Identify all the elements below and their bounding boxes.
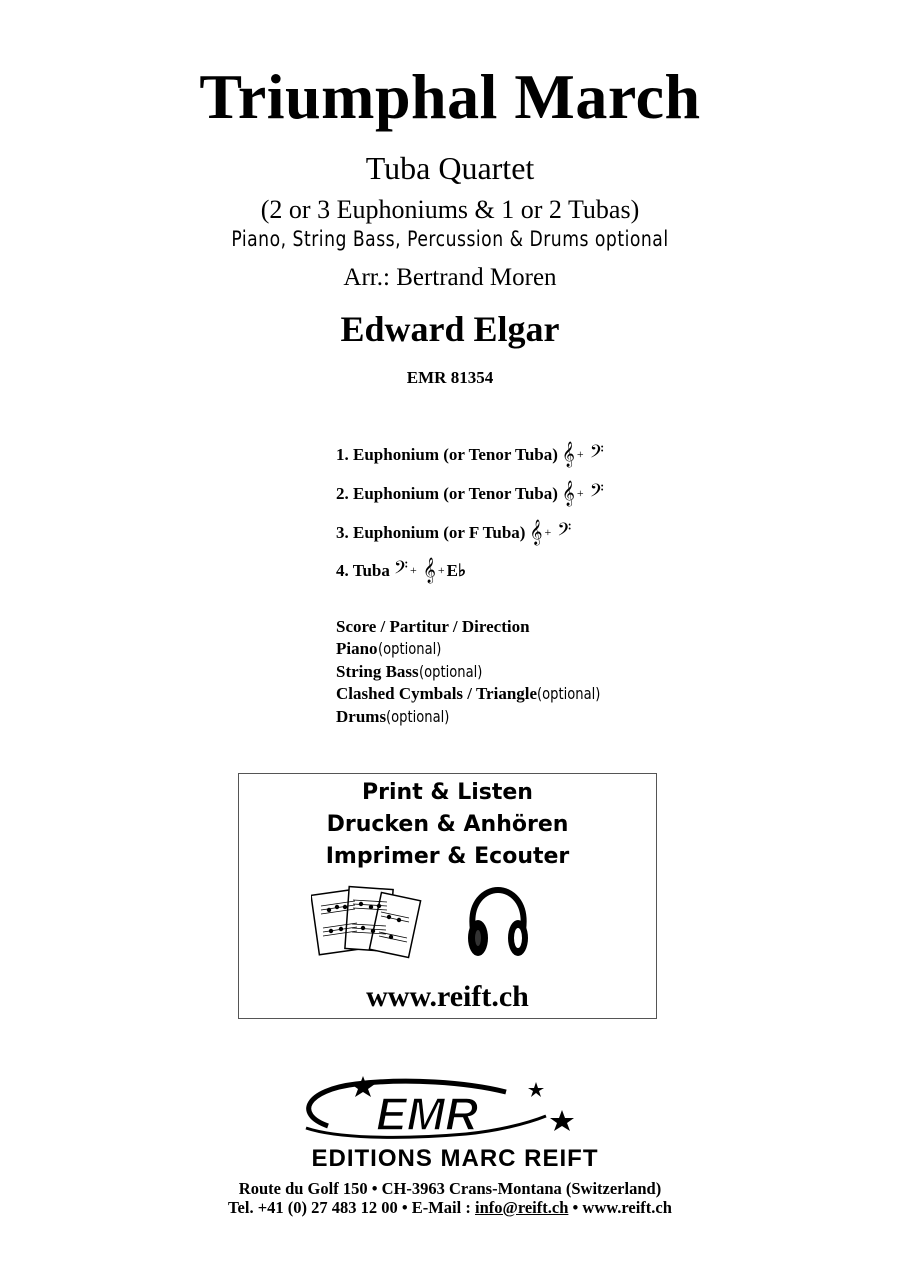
list-item bbox=[336, 639, 455, 659]
print-listen-box bbox=[238, 773, 657, 1019]
footer-address: Route du Golf 150 • CH-3963 Crans-Montana (Switzerland) bbox=[238, 1179, 662, 1198]
optional-instruments: Piano, String Bass, Percussion & Drums optional bbox=[231, 227, 669, 251]
part-item bbox=[336, 558, 466, 583]
plus-sign: + bbox=[576, 486, 584, 500]
catalog-number: EMR 81354 bbox=[406, 368, 494, 387]
extra-name: Piano bbox=[336, 639, 378, 658]
bass-clef-icon: 𝄢 bbox=[393, 558, 409, 583]
plus-sign: + bbox=[576, 447, 584, 461]
extra-name: Clashed Cymbals / Triangle bbox=[336, 684, 538, 703]
treble-clef-icon: 𝄞 bbox=[422, 558, 436, 583]
emr-logo bbox=[236, 1072, 674, 1172]
subtitle: Tuba Quartet bbox=[365, 150, 535, 186]
promo-url[interactable]: www.reift.ch bbox=[366, 980, 529, 1013]
treble-clef-icon: 𝄞 bbox=[561, 481, 575, 506]
plus-sign: + bbox=[437, 563, 445, 577]
composer: Edward Elgar bbox=[340, 309, 560, 349]
part-item bbox=[336, 442, 604, 467]
list-item bbox=[336, 662, 496, 682]
logo-mark: EMR bbox=[376, 1088, 479, 1140]
part-item bbox=[336, 481, 604, 506]
list-item bbox=[336, 707, 463, 727]
bass-clef-icon: 𝄢 bbox=[589, 481, 604, 506]
extra-note: (optional) bbox=[386, 707, 450, 726]
part-label: 1. Euphonium (or Tenor Tuba) bbox=[336, 444, 558, 464]
part-label: 2. Euphonium (or Tenor Tuba) bbox=[336, 483, 558, 503]
logo-wordmark: EDITIONS MARC REIFT bbox=[311, 1145, 599, 1172]
promo-line: Imprimer & Ecouter bbox=[325, 844, 570, 869]
list-item bbox=[336, 684, 614, 704]
part-label: 4. Tuba bbox=[336, 560, 390, 580]
list-item bbox=[336, 617, 530, 637]
treble-clef-icon: 𝄞 bbox=[561, 442, 575, 467]
arranger: Arr.: Bertrand Moren bbox=[343, 264, 557, 291]
treble-clef-icon: 𝄞 bbox=[529, 520, 543, 545]
plus-sign: + bbox=[544, 525, 552, 539]
extra-note: (optional) bbox=[418, 662, 483, 681]
bass-clef-icon: 𝄢 bbox=[589, 442, 604, 467]
extra-name: Score / Partitur / Direction bbox=[336, 617, 530, 636]
key-suffix: E♭ bbox=[446, 560, 466, 580]
extra-note: (optional) bbox=[377, 639, 441, 658]
promo-line: Drucken & Anhören bbox=[326, 812, 569, 837]
plus-sign: + bbox=[410, 563, 417, 577]
email-link[interactable]: info@reift.ch bbox=[474, 1198, 569, 1217]
extra-name: Drums bbox=[336, 707, 387, 726]
footer-contact bbox=[0, 1198, 900, 1218]
promo-line: Print & Listen bbox=[362, 780, 533, 805]
footer-phone: Tel. +41 (0) 27 483 12 00 • E-Mail : bbox=[228, 1198, 475, 1217]
part-item bbox=[336, 520, 571, 545]
extra-note: (optional) bbox=[537, 684, 601, 703]
headphones-icon bbox=[465, 886, 531, 960]
extra-name: String Bass bbox=[336, 662, 419, 681]
footer-website[interactable]: • www.reift.ch bbox=[568, 1198, 672, 1217]
part-label: 3. Euphonium (or F Tuba) bbox=[336, 522, 526, 542]
instrumentation: (2 or 3 Euphoniums & 1 or 2 Tubas) bbox=[260, 195, 640, 224]
sheet-music-icon bbox=[311, 884, 423, 962]
bass-clef-icon: 𝄢 bbox=[557, 520, 572, 545]
page-title: Triumphal March bbox=[199, 61, 701, 132]
